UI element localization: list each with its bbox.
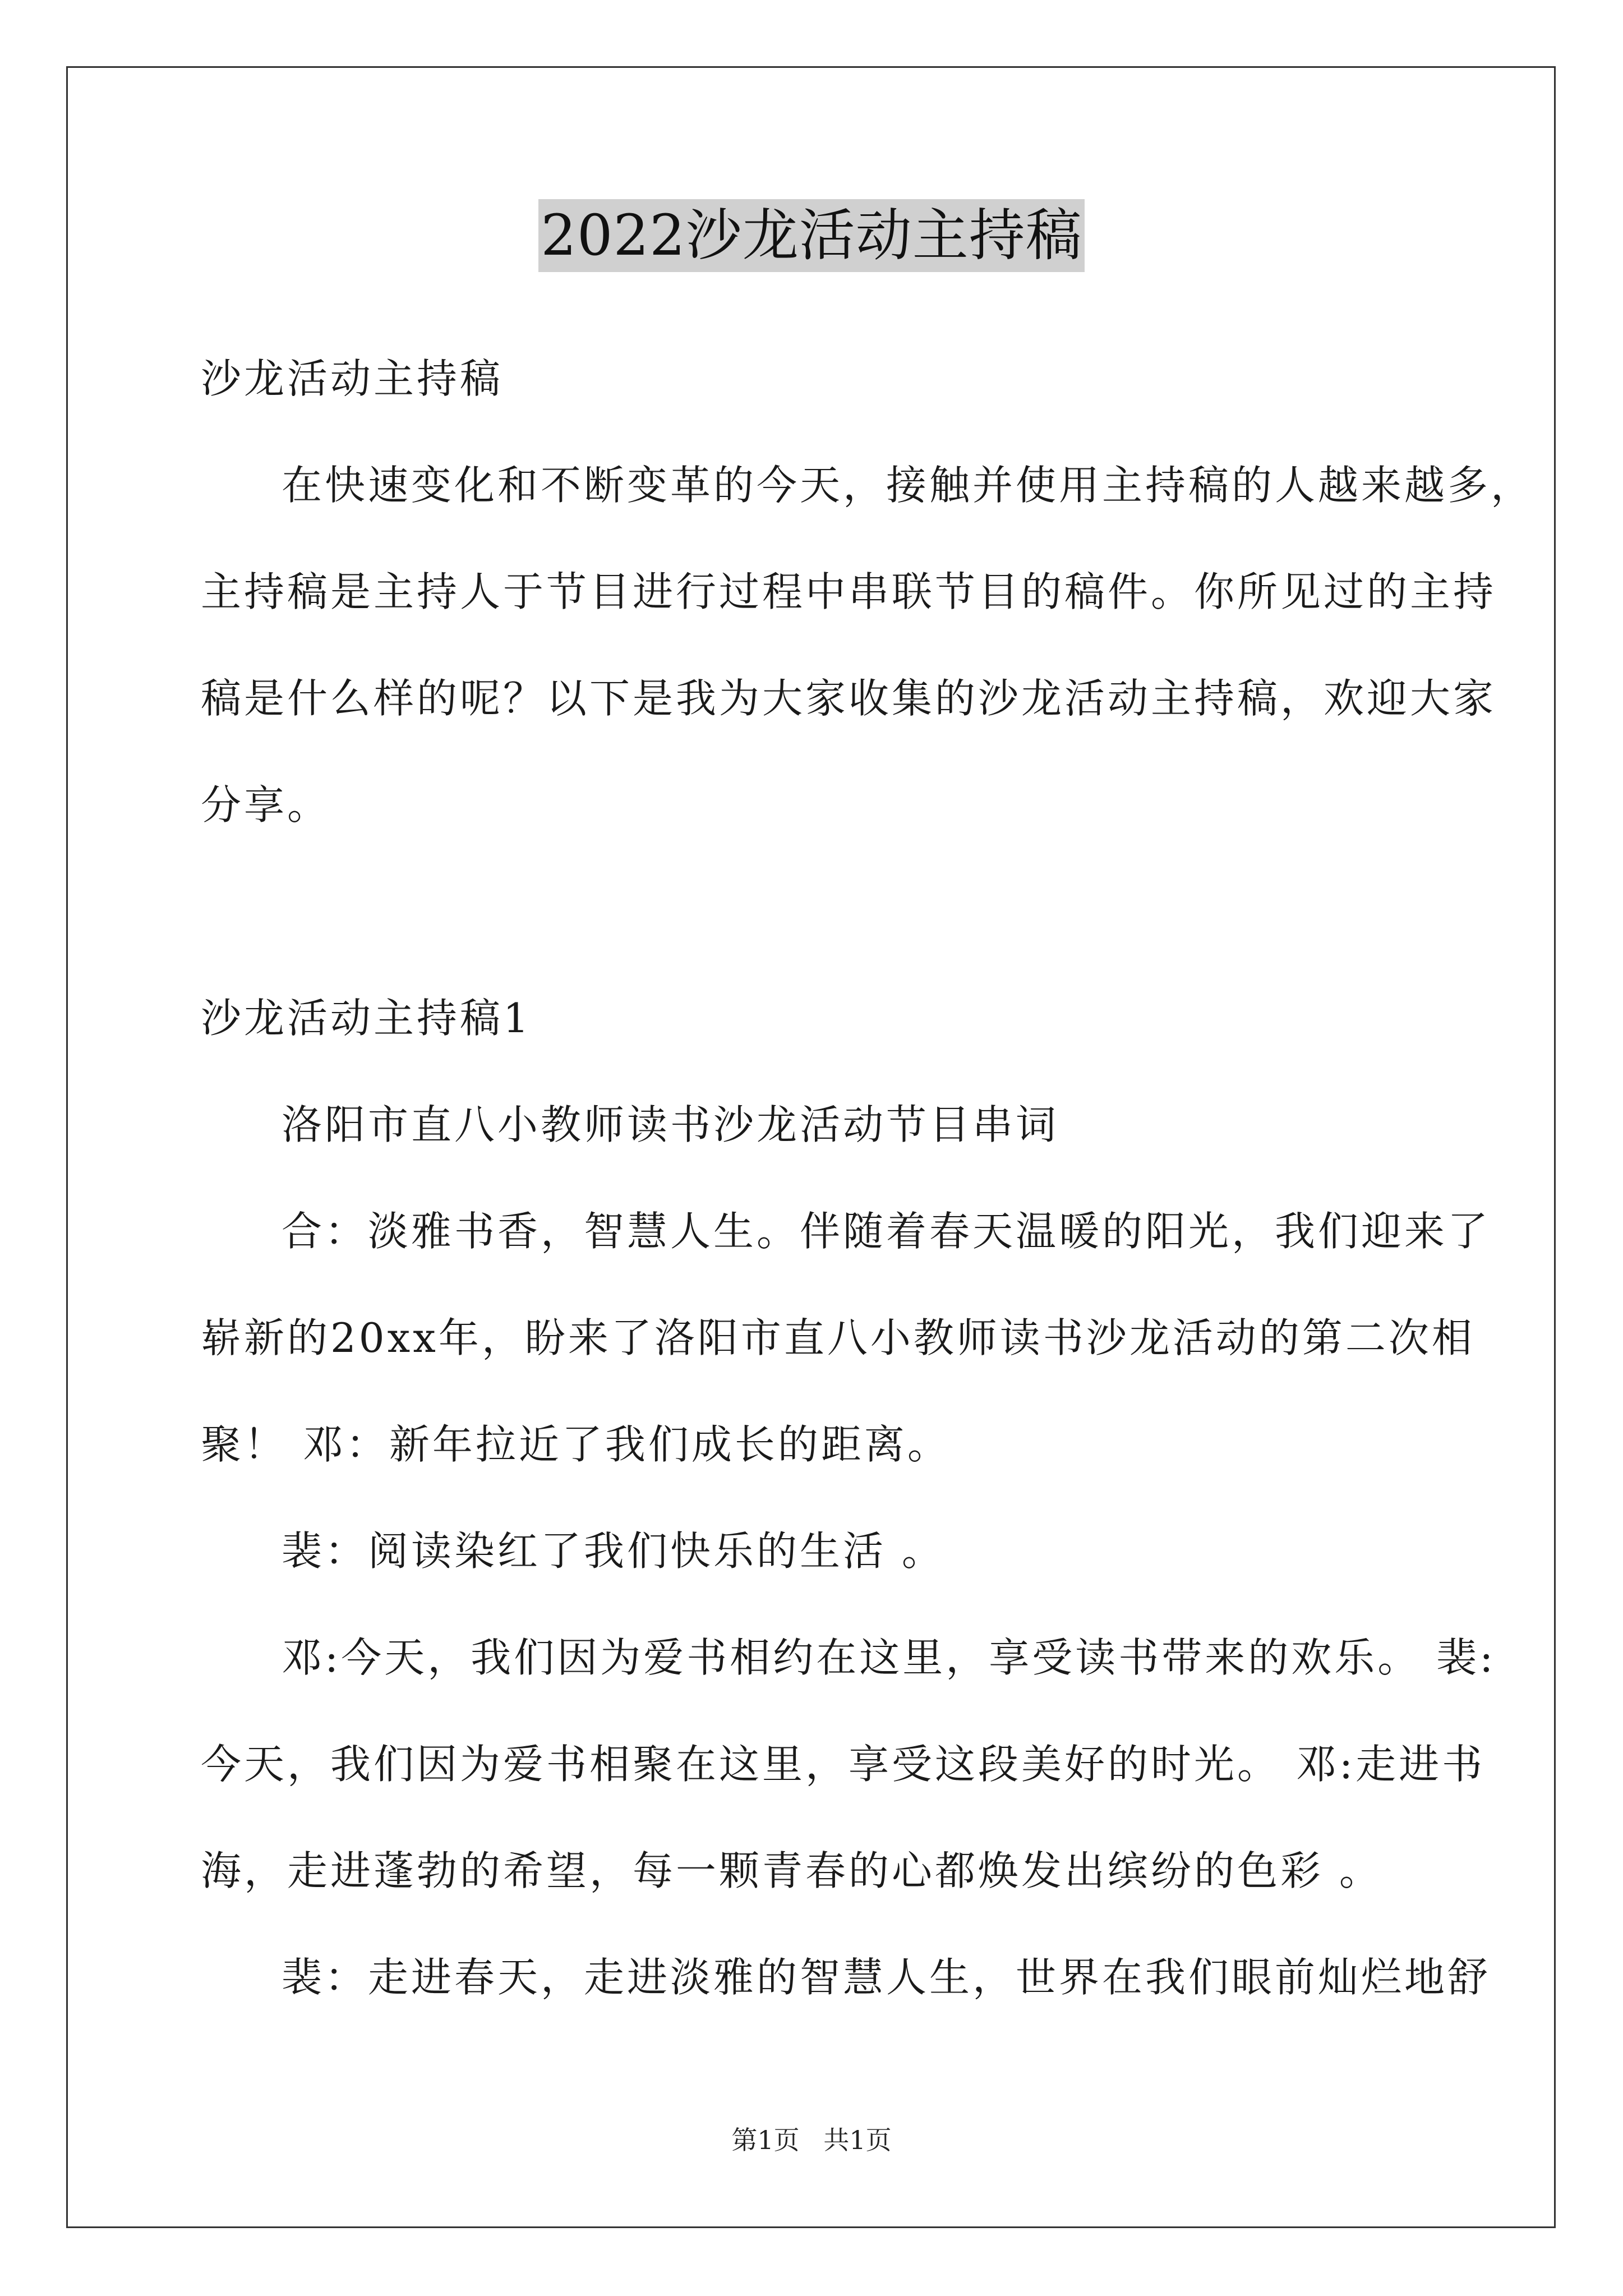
paragraph-line: 在快速变化和不断变革的今天，接触并使用主持稿的人越来越多， <box>282 462 1534 509</box>
paragraph-line: 分享。 <box>201 781 331 829</box>
page-number: 第1页 <box>731 2125 800 2155</box>
paragraph-line: 崭新的20xx年，盼来了洛阳市直八小教师读书沙龙活动的第二次相 <box>201 1314 1475 1361</box>
title-container <box>0 199 1623 272</box>
paragraph-line: 今天，我们因为爱书相聚在这里，享受这段美好的时光。 邓:走进书 <box>201 1741 1486 1788</box>
page-total: 共1页 <box>823 2125 892 2155</box>
paragraph-line: 海，走进蓬勃的希望，每一颗青春的心都焕发出缤纷的色彩 。 <box>201 1847 1382 1894</box>
paragraph-line: 邓:今天，我们因为爱书相约在这里，享受读书带来的欢乐。 裴: <box>282 1634 1496 1681</box>
paragraph-line: 合：淡雅书香，智慧人生。伴随着春天温暖的阳光，我们迎来了 <box>282 1208 1491 1255</box>
section-heading: 沙龙活动主持稿 <box>201 355 504 402</box>
paragraph-line: 聚！ 邓：新年拉近了我们成长的距离。 <box>201 1421 951 1468</box>
paragraph-line: 裴：走进春天，走进淡雅的智慧人生，世界在我们眼前灿烂地舒 <box>282 1954 1491 2001</box>
section-heading: 沙龙活动主持稿1 <box>201 995 532 1042</box>
paragraph-line: 主持稿是主持人于节目进行过程中串联节目的稿件。你所见过的主持 <box>201 568 1497 615</box>
page-footer <box>0 2123 1623 2157</box>
document-title: 2022沙龙活动主持稿 <box>538 199 1085 272</box>
paragraph-line: 裴：阅读染红了我们快乐的生活 。 <box>282 1527 945 1575</box>
paragraph-line: 稿是什么样的呢？以下是我为大家收集的沙龙活动主持稿，欢迎大家 <box>201 675 1497 722</box>
paragraph-line: 洛阳市直八小教师读书沙龙活动节目串词 <box>282 1101 1059 1148</box>
